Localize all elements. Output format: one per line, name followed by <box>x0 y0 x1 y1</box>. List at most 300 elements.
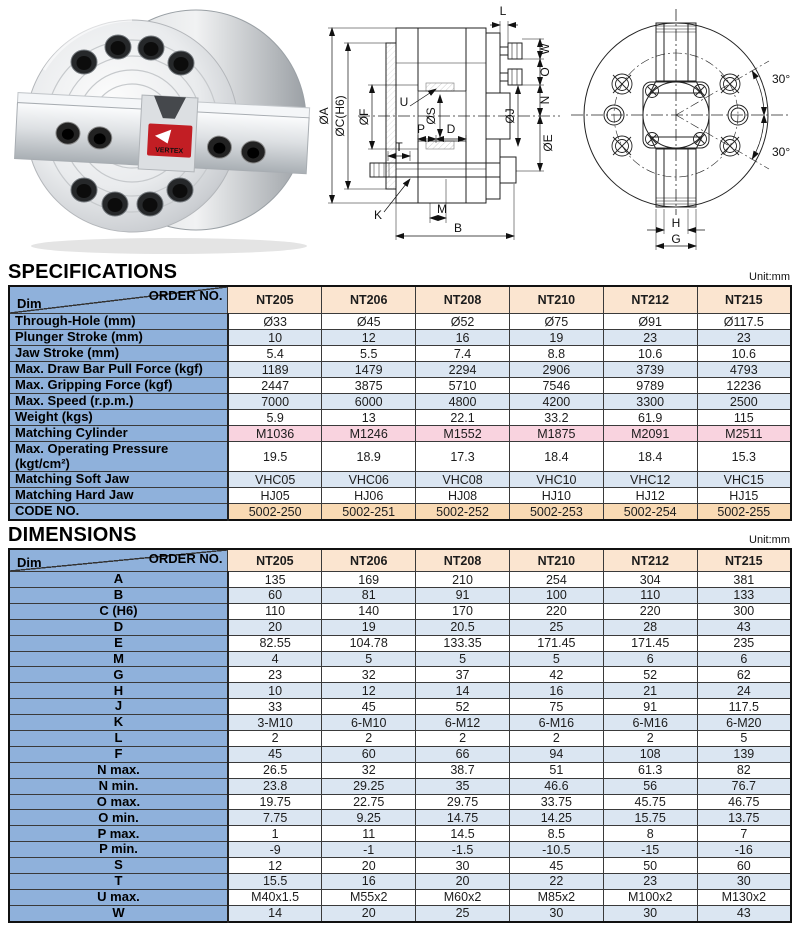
value-cell: 235 <box>697 635 791 651</box>
dim-unit-label: Unit:mm <box>749 534 790 547</box>
value-cell: 11 <box>322 826 416 842</box>
row-label: W <box>9 905 228 921</box>
value-cell: 4800 <box>416 394 510 410</box>
row-label: K <box>9 715 228 731</box>
column-header-nt208: NT208 <box>416 286 510 314</box>
value-cell: 75 <box>509 699 603 715</box>
value-cell: 2 <box>509 731 603 747</box>
value-cell: VHC15 <box>697 472 791 488</box>
value-cell: 6-M20 <box>697 715 791 731</box>
column-header-nt210: NT210 <box>509 286 603 314</box>
value-cell: M1552 <box>416 426 510 442</box>
specifications-table <box>8 285 792 521</box>
value-cell: 2447 <box>228 378 322 394</box>
row-label: H <box>9 683 228 699</box>
value-cell: 12 <box>322 683 416 699</box>
row-label: Weight (kgs) <box>9 410 228 426</box>
value-cell: 171.45 <box>603 635 697 651</box>
table-row <box>9 394 791 410</box>
value-cell: 42 <box>509 667 603 683</box>
value-cell: 43 <box>697 905 791 921</box>
row-label: Through-Hole (mm) <box>9 314 228 330</box>
value-cell: 135 <box>228 572 322 588</box>
column-header-nt212: NT212 <box>603 549 697 572</box>
value-cell: 17.3 <box>416 442 510 472</box>
value-cell: 170 <box>416 603 510 619</box>
value-cell: 381 <box>697 572 791 588</box>
value-cell: 2 <box>603 731 697 747</box>
value-cell: 210 <box>416 572 510 588</box>
row-label: C (H6) <box>9 603 228 619</box>
value-cell: 1 <box>228 826 322 842</box>
value-cell: 12 <box>228 858 322 874</box>
table-row <box>9 362 791 378</box>
value-cell: 7.4 <box>416 346 510 362</box>
value-cell: 100 <box>509 587 603 603</box>
table-row <box>9 762 791 778</box>
dim-label-u: U <box>399 95 409 109</box>
table-row <box>9 410 791 426</box>
value-cell: 110 <box>603 587 697 603</box>
value-cell: HJ05 <box>228 488 322 504</box>
value-cell: 43 <box>697 619 791 635</box>
value-cell: 38.7 <box>416 762 510 778</box>
value-cell: 19 <box>322 619 416 635</box>
table-row <box>9 472 791 488</box>
value-cell: 24 <box>697 683 791 699</box>
table-row <box>9 874 791 890</box>
dim-label-oc: ØC(H6) <box>333 95 347 137</box>
dimensions-title: DIMENSIONS <box>8 524 137 547</box>
value-cell: 6000 <box>322 394 416 410</box>
value-cell: VHC06 <box>322 472 416 488</box>
table-row <box>9 842 791 858</box>
value-cell: 60 <box>228 587 322 603</box>
table-row <box>9 683 791 699</box>
row-label: CODE NO. <box>9 504 228 521</box>
value-cell: VHC08 <box>416 472 510 488</box>
front-view-drawing <box>563 0 798 258</box>
row-label: O max. <box>9 794 228 810</box>
value-cell: 20 <box>322 905 416 921</box>
value-cell: 139 <box>697 746 791 762</box>
dim-label-oe: ØE <box>541 134 555 152</box>
value-cell: 18.4 <box>509 442 603 472</box>
value-cell: HJ08 <box>416 488 510 504</box>
value-cell: 25 <box>509 619 603 635</box>
value-cell: 23.8 <box>228 778 322 794</box>
value-cell: Ø75 <box>509 314 603 330</box>
value-cell: 45 <box>228 746 322 762</box>
value-cell: 10.6 <box>603 346 697 362</box>
dim-label-oa: ØA <box>318 107 331 125</box>
value-cell: 7000 <box>228 394 322 410</box>
value-cell: 304 <box>603 572 697 588</box>
value-cell: HJ15 <box>697 488 791 504</box>
value-cell: 82.55 <box>228 635 322 651</box>
row-label: Matching Cylinder <box>9 426 228 442</box>
row-label: Max. Draw Bar Pull Force (kgf) <box>9 362 228 378</box>
dim-label-d: D <box>446 122 456 136</box>
value-cell: 2500 <box>697 394 791 410</box>
value-cell: 33.75 <box>509 794 603 810</box>
value-cell: 220 <box>603 603 697 619</box>
value-cell: 2294 <box>416 362 510 378</box>
value-cell: 66 <box>416 746 510 762</box>
value-cell: 5002-250 <box>228 504 322 521</box>
column-header-nt210: NT210 <box>509 549 603 572</box>
value-cell: 5.5 <box>322 346 416 362</box>
value-cell: 5002-251 <box>322 504 416 521</box>
value-cell: 2 <box>416 731 510 747</box>
table-row <box>9 889 791 905</box>
row-label: P max. <box>9 826 228 842</box>
value-cell: VHC10 <box>509 472 603 488</box>
column-header-nt208: NT208 <box>416 549 510 572</box>
value-cell: 76.7 <box>697 778 791 794</box>
value-cell: 10 <box>228 330 322 346</box>
value-cell: 23 <box>603 874 697 890</box>
value-cell: 16 <box>416 330 510 346</box>
value-cell: 91 <box>416 587 510 603</box>
vertex-logo <box>147 123 193 157</box>
value-cell: 20 <box>322 858 416 874</box>
column-header-nt206: NT206 <box>322 549 416 572</box>
row-label: Max. Gripping Force (kgf) <box>9 378 228 394</box>
table-row <box>9 619 791 635</box>
value-cell: 22 <box>509 874 603 890</box>
value-cell: 60 <box>322 746 416 762</box>
value-cell: 2 <box>228 731 322 747</box>
dim-label-os: ØS <box>424 107 438 125</box>
value-cell: 5 <box>416 651 510 667</box>
value-cell: -16 <box>697 842 791 858</box>
row-label: B <box>9 587 228 603</box>
value-cell: 45 <box>509 858 603 874</box>
table-row <box>9 378 791 394</box>
dim-label-w: W <box>538 43 552 55</box>
value-cell: 4 <box>228 651 322 667</box>
value-cell: 5002-254 <box>603 504 697 521</box>
value-cell: 33.2 <box>509 410 603 426</box>
column-header-nt205: NT205 <box>228 549 322 572</box>
value-cell: Ø33 <box>228 314 322 330</box>
value-cell: 117.5 <box>697 699 791 715</box>
table-row <box>9 731 791 747</box>
value-cell: 94 <box>509 746 603 762</box>
dim-label-of: ØF <box>357 108 371 126</box>
value-cell: 3739 <box>603 362 697 378</box>
value-cell: 62 <box>697 667 791 683</box>
value-cell: 220 <box>509 603 603 619</box>
table-row <box>9 651 791 667</box>
value-cell: M2511 <box>697 426 791 442</box>
value-cell: 13 <box>322 410 416 426</box>
value-cell: 4793 <box>697 362 791 378</box>
value-cell: 6-M16 <box>603 715 697 731</box>
value-cell: Ø91 <box>603 314 697 330</box>
value-cell: 300 <box>697 603 791 619</box>
section-drawing-svg <box>318 0 563 258</box>
value-cell: 5710 <box>416 378 510 394</box>
value-cell: 3-M10 <box>228 715 322 731</box>
corner-order-no-label: ORDER NO. <box>148 288 223 303</box>
specifications-title: SPECIFICATIONS <box>8 261 178 283</box>
value-cell: 30 <box>697 874 791 890</box>
value-cell: 9789 <box>603 378 697 394</box>
value-cell: 254 <box>509 572 603 588</box>
value-cell: 5 <box>509 651 603 667</box>
value-cell: 2 <box>322 731 416 747</box>
table-row <box>9 699 791 715</box>
value-cell: 82 <box>697 762 791 778</box>
product-photo <box>0 0 318 258</box>
value-cell: 18.4 <box>603 442 697 472</box>
dim-label-g: G <box>671 232 681 246</box>
value-cell: M55x2 <box>322 889 416 905</box>
row-label: N min. <box>9 778 228 794</box>
table-row <box>9 587 791 603</box>
corner-order-no-label: ORDER NO. <box>148 551 223 567</box>
dim-label-p: P <box>416 122 426 136</box>
value-cell: M130x2 <box>697 889 791 905</box>
value-cell: 14 <box>228 905 322 921</box>
value-cell: M1875 <box>509 426 603 442</box>
row-label: N max. <box>9 762 228 778</box>
value-cell: -1 <box>322 842 416 858</box>
value-cell: 133 <box>697 587 791 603</box>
value-cell: 52 <box>603 667 697 683</box>
value-cell: 110 <box>228 603 322 619</box>
angle-label-top: 30° <box>772 72 791 86</box>
value-cell: 115 <box>697 410 791 426</box>
value-cell: 25 <box>416 905 510 921</box>
dim-label-o: O <box>538 67 552 77</box>
value-cell: Ø117.5 <box>697 314 791 330</box>
value-cell: -1.5 <box>416 842 510 858</box>
value-cell: 171.45 <box>509 635 603 651</box>
value-cell: 51 <box>509 762 603 778</box>
value-cell: 133.35 <box>416 635 510 651</box>
value-cell: -9 <box>228 842 322 858</box>
value-cell: 30 <box>509 905 603 921</box>
value-cell: 37 <box>416 667 510 683</box>
value-cell: Ø52 <box>416 314 510 330</box>
value-cell: M1246 <box>322 426 416 442</box>
table-row <box>9 826 791 842</box>
value-cell: 5002-255 <box>697 504 791 521</box>
table-row <box>9 858 791 874</box>
value-cell: 46.75 <box>697 794 791 810</box>
value-cell: 3300 <box>603 394 697 410</box>
value-cell: M40x1.5 <box>228 889 322 905</box>
column-header-nt205: NT205 <box>228 286 322 314</box>
row-label: G <box>9 667 228 683</box>
value-cell: 19.5 <box>228 442 322 472</box>
row-label: P min. <box>9 842 228 858</box>
value-cell: 29.25 <box>322 778 416 794</box>
row-label: E <box>9 635 228 651</box>
value-cell: 52 <box>416 699 510 715</box>
value-cell: 7 <box>697 826 791 842</box>
value-cell: 23 <box>228 667 322 683</box>
chuck-photo-image <box>0 0 318 258</box>
value-cell: HJ12 <box>603 488 697 504</box>
row-label: Matching Hard Jaw <box>9 488 228 504</box>
table-row <box>9 314 791 330</box>
row-label: T <box>9 874 228 890</box>
value-cell: 3875 <box>322 378 416 394</box>
value-cell: 6-M12 <box>416 715 510 731</box>
row-label: U max. <box>9 889 228 905</box>
value-cell: 14.75 <box>416 810 510 826</box>
value-cell: 7.75 <box>228 810 322 826</box>
value-cell: 32 <box>322 762 416 778</box>
value-cell: 9.25 <box>322 810 416 826</box>
row-label: L <box>9 731 228 747</box>
value-cell: 15.75 <box>603 810 697 826</box>
value-cell: M60x2 <box>416 889 510 905</box>
value-cell: 19.75 <box>228 794 322 810</box>
row-label: Plunger Stroke (mm) <box>9 330 228 346</box>
value-cell: 12 <box>322 330 416 346</box>
row-label: Max. Speed (r.p.m.) <box>9 394 228 410</box>
value-cell: 60 <box>697 858 791 874</box>
value-cell: 7546 <box>509 378 603 394</box>
value-cell: 32 <box>322 667 416 683</box>
order-no-dim-corner-cell <box>9 286 228 314</box>
table-row <box>9 346 791 362</box>
table-row <box>9 488 791 504</box>
row-label: F <box>9 746 228 762</box>
row-label: S <box>9 858 228 874</box>
dim-label-l: L <box>499 4 507 18</box>
table-row <box>9 426 791 442</box>
table-row <box>9 905 791 921</box>
row-label: D <box>9 619 228 635</box>
column-header-nt215: NT215 <box>697 549 791 572</box>
row-label: A <box>9 572 228 588</box>
angle-label-bottom: 30° <box>772 145 791 159</box>
value-cell: 22.75 <box>322 794 416 810</box>
value-cell: 108 <box>603 746 697 762</box>
value-cell: 13.75 <box>697 810 791 826</box>
table-row <box>9 504 791 521</box>
value-cell: 23 <box>697 330 791 346</box>
value-cell: 46.6 <box>509 778 603 794</box>
dim-label-b: B <box>453 221 463 235</box>
value-cell: 33 <box>228 699 322 715</box>
dim-label-t: T <box>395 140 403 154</box>
value-cell: 15.5 <box>228 874 322 890</box>
value-cell: 20 <box>228 619 322 635</box>
value-cell: 61.3 <box>603 762 697 778</box>
value-cell: 8.8 <box>509 346 603 362</box>
value-cell: 19 <box>509 330 603 346</box>
row-label: Jaw Stroke (mm) <box>9 346 228 362</box>
value-cell: M100x2 <box>603 889 697 905</box>
value-cell: 56 <box>603 778 697 794</box>
value-cell: -10.5 <box>509 842 603 858</box>
table-row <box>9 572 791 588</box>
value-cell: VHC12 <box>603 472 697 488</box>
value-cell: 5002-252 <box>416 504 510 521</box>
value-cell: 10.6 <box>697 346 791 362</box>
value-cell: HJ06 <box>322 488 416 504</box>
value-cell: Ø45 <box>322 314 416 330</box>
value-cell: VHC05 <box>228 472 322 488</box>
corner-dim-label: Dim <box>17 554 42 570</box>
specifications-section <box>0 261 800 521</box>
dim-label-k: K <box>373 208 383 222</box>
value-cell: 16 <box>509 683 603 699</box>
value-cell: 91 <box>603 699 697 715</box>
dimensions-table <box>8 548 792 923</box>
corner-dim-label: Dim <box>17 296 42 312</box>
value-cell: 21 <box>603 683 697 699</box>
table-row <box>9 667 791 683</box>
spec-unit-label: Unit:mm <box>749 271 790 283</box>
value-cell: 28 <box>603 619 697 635</box>
value-cell: 104.78 <box>322 635 416 651</box>
value-cell: 6 <box>603 651 697 667</box>
value-cell: 5 <box>697 731 791 747</box>
value-cell: M2091 <box>603 426 697 442</box>
value-cell: 14.25 <box>509 810 603 826</box>
value-cell: 5002-253 <box>509 504 603 521</box>
value-cell: 8.5 <box>509 826 603 842</box>
dim-label-n: N <box>538 95 552 105</box>
table-row <box>9 603 791 619</box>
dim-label-oj: ØJ <box>503 108 517 124</box>
value-cell: 81 <box>322 587 416 603</box>
value-cell: 22.1 <box>416 410 510 426</box>
value-cell: 14 <box>416 683 510 699</box>
value-cell: 30 <box>416 858 510 874</box>
column-header-nt215: NT215 <box>697 286 791 314</box>
row-label: J <box>9 699 228 715</box>
value-cell: 14.5 <box>416 826 510 842</box>
value-cell: 15.3 <box>697 442 791 472</box>
front-drawing-svg <box>563 0 798 258</box>
column-header-nt212: NT212 <box>603 286 697 314</box>
value-cell: 30 <box>603 905 697 921</box>
table-row <box>9 746 791 762</box>
value-cell: 35 <box>416 778 510 794</box>
table-row <box>9 330 791 346</box>
value-cell: M85x2 <box>509 889 603 905</box>
value-cell: 8 <box>603 826 697 842</box>
brand-label: VERTEX <box>155 146 184 156</box>
value-cell: -15 <box>603 842 697 858</box>
value-cell: 45.75 <box>603 794 697 810</box>
value-cell: 6-M16 <box>509 715 603 731</box>
dim-label-h: H <box>671 216 681 230</box>
table-row <box>9 442 791 472</box>
table-row <box>9 715 791 731</box>
value-cell: 6-M10 <box>322 715 416 731</box>
value-cell: 16 <box>322 874 416 890</box>
row-label: O min. <box>9 810 228 826</box>
value-cell: 18.9 <box>322 442 416 472</box>
dim-label-m: M <box>437 202 447 216</box>
section-view-drawing <box>318 0 563 258</box>
table-row <box>9 778 791 794</box>
value-cell: 4200 <box>509 394 603 410</box>
table-row <box>9 810 791 826</box>
row-label: M <box>9 651 228 667</box>
value-cell: HJ10 <box>509 488 603 504</box>
